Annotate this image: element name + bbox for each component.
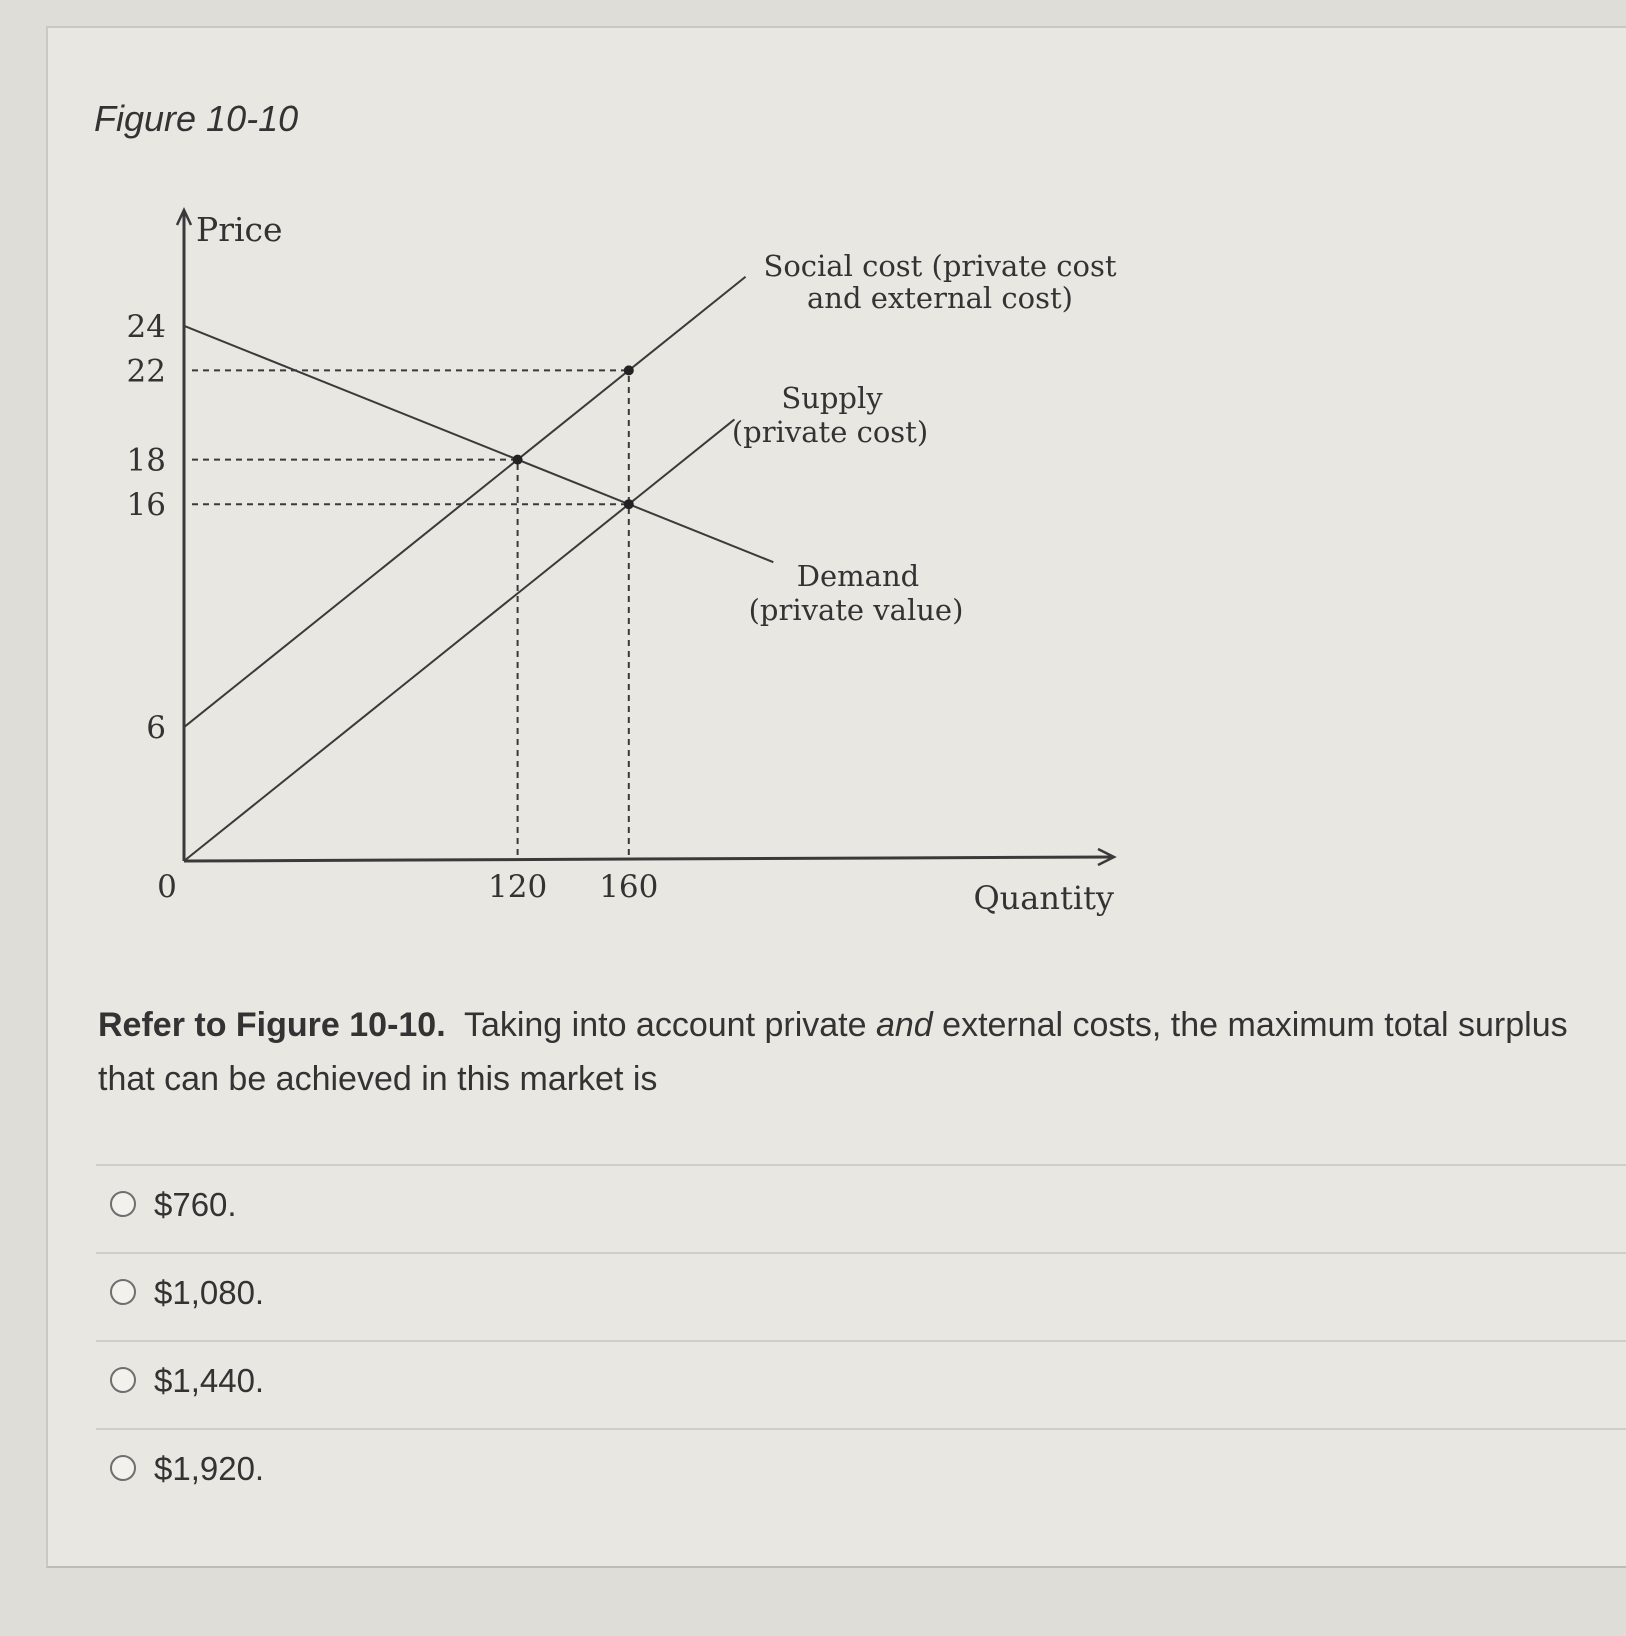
social-cost-line (184, 277, 746, 727)
supply-label: (private cost) (731, 415, 929, 449)
question-text (98, 998, 1578, 1106)
question-ref: Refer to Figure 10-10. (98, 1006, 446, 1044)
demand-label: (private value) (748, 593, 964, 627)
answer-option[interactable] (96, 1164, 1626, 1252)
x-tick-label: 0 (157, 869, 177, 905)
radio-button[interactable] (110, 1191, 136, 1217)
demand-label: Demand (796, 559, 920, 593)
x-tick-label: 120 (488, 869, 548, 905)
radio-button[interactable] (110, 1367, 136, 1393)
y-tick-label: 24 (126, 308, 166, 345)
answer-list (96, 1164, 1626, 1516)
y-tick-label: 16 (126, 487, 166, 524)
x-axis-label: Quantity (973, 879, 1114, 917)
intersection-point (624, 365, 634, 375)
supply-label: Supply (781, 381, 883, 415)
answer-option[interactable] (96, 1340, 1626, 1428)
x-axis (184, 857, 1112, 861)
y-tick-label: 18 (126, 442, 166, 479)
social-cost-label: Social cost (private cost (763, 249, 1117, 283)
answer-label: $1,920. (154, 1450, 265, 1487)
social-cost-label: and external cost) (807, 281, 1073, 315)
radio-button[interactable] (110, 1279, 136, 1305)
intersection-point (513, 455, 523, 465)
demand-line (184, 326, 773, 562)
y-tick-label: 22 (126, 353, 166, 390)
radio-button[interactable] (110, 1455, 136, 1481)
answer-option[interactable] (96, 1428, 1626, 1516)
figure-title: Figure 10-10 (94, 98, 299, 139)
answer-label: $1,080. (154, 1274, 265, 1311)
intersection-point (624, 499, 634, 509)
question-italic: and (875, 1006, 933, 1044)
question-part1: Taking into account private (463, 1006, 867, 1044)
x-tick-label: 160 (599, 869, 659, 905)
question-part2: external costs, the maximum total surplus that can be achieved in this market is (98, 1006, 1568, 1098)
y-axis-label: Price (196, 210, 283, 249)
answer-label: $1,440. (154, 1362, 265, 1399)
answer-label: $760. (154, 1186, 237, 1223)
supply-line (184, 419, 734, 861)
y-tick-label: 6 (146, 710, 166, 747)
answer-option[interactable] (96, 1252, 1626, 1340)
